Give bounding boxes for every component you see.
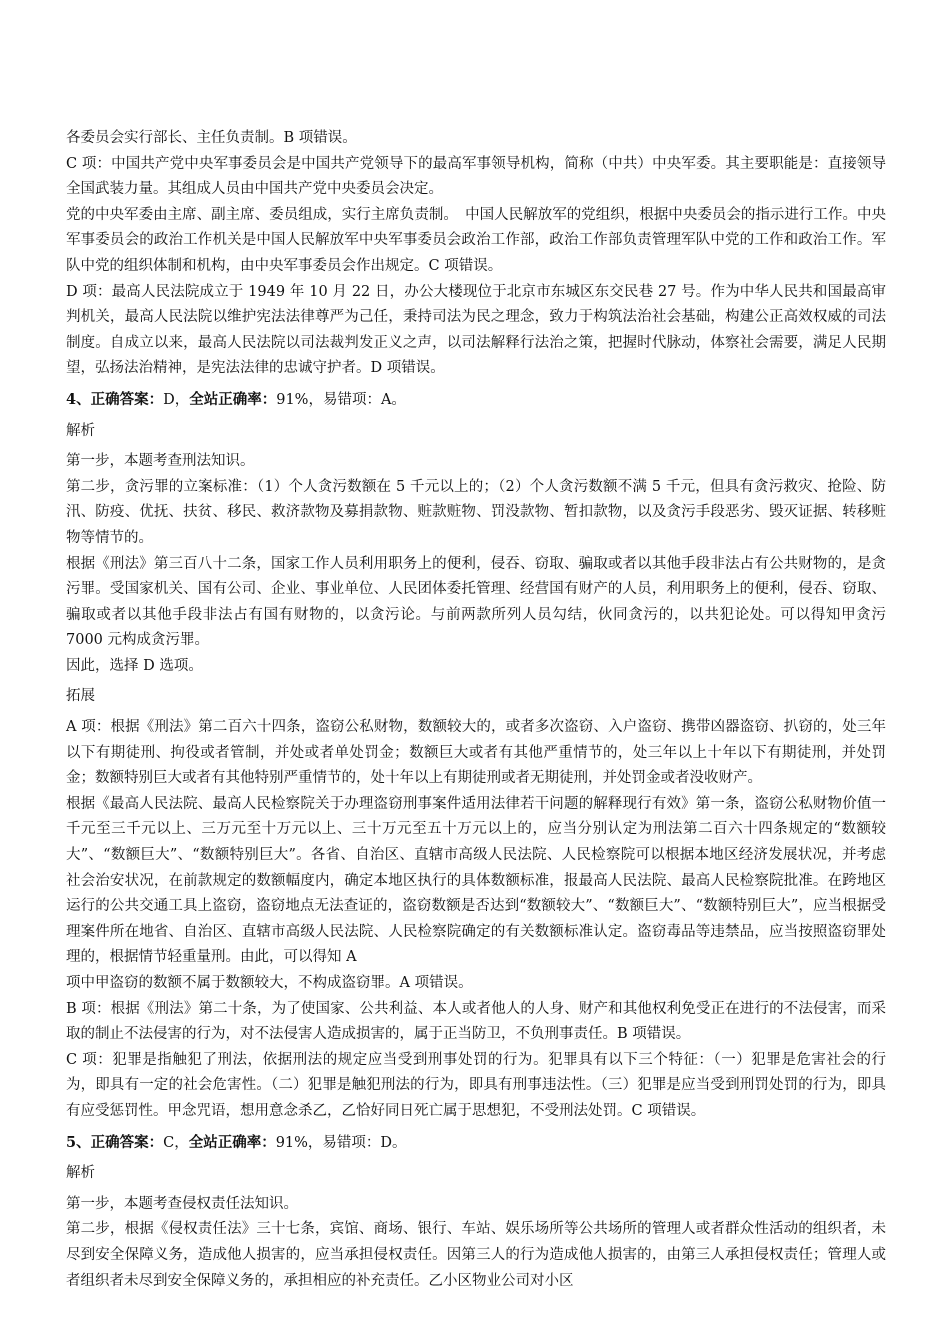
answer-label: 4、正确答案： — [66, 390, 164, 408]
answer-value: D， — [163, 391, 190, 408]
section-heading-analysis: 解析 — [66, 422, 95, 439]
rate-value: 91%，易错项：D。 — [275, 1134, 407, 1151]
paragraph: 根据《刑法》第三百八十二条，国家工作人员利用职务上的便利，侵吞、窃取、骗取或者以其他手段非法占有公共财物的，是贪污罪。受国家机关、国有公司、企业、事业单位、人民团体委托管理、经营国有财产的人员，利用职务上的便利，侵吞、窃取、骗取或者以其他手段非法占有国有财物的，以贪污论。与前两款所列人员勾结，伙同贪污的，以共犯论处。可以得知甲贪污 7000 元构成贪污罪。 — [66, 555, 886, 649]
rate-label: 全站正确率： — [189, 390, 277, 408]
paragraph: 党的中央军委由主席、副主席、委员组成，实行主席负责制。 中国人民解放军的党组织，根据中央委员会的指示进行工作。中央军事委员会的政治工作机关是中国人民解放军中央军事委员会政治工作部，政治工作部负责管理军队中党的工作和政治工作。军队中党的组织体制和机构，由中央军事委员会作出规定。C 项错误。 — [66, 206, 886, 274]
section-heading-extension: 拓展 — [66, 688, 95, 705]
paragraph: 第一步，本题考查侵权责任法知识。 — [66, 1195, 298, 1212]
answer-value: C， — [163, 1134, 189, 1151]
paragraph: A 项：根据《刑法》第二百六十四条，盗窃公私财物，数额较大的，或者多次盗窃、入户盗窃、携带凶器盗窃、扒窃的，处三年以下有期徒刑、拘役或者管制，并处或者单处罚金；数额巨大或者有其他严重情节的，处三年以上十年以下有期徒刑，并处罚金；数额特别巨大或者有其他特别严重情节的，处十年以上有期徒刑或者无期徒刑，并处罚金或者没收财产。 — [66, 719, 886, 787]
document-page — [66, 126, 886, 1294]
rate-value: 91%，易错项：A。 — [276, 391, 406, 408]
paragraph: 根据《最高人民法院、最高人民检察院关于办理盗窃刑事案件适用法律若干问题的解释现行有效》第一条，盗窃公私财物价值一千元至三千元以上、三万元至十万元以上、三十万元至五十万元以上的，应当分别认定为刑法第二百六十四条规定的“数额较大”、“数额巨大”、“数额特别巨大”。各省、自治区、直辖市高级人民法院、人民检察院可以根据本地区经济发展状况，并考虑社会治安状况，在前款规定的数额幅度内，确定本地区执行的具体数额标准，报最高人民法院、最高人民检察院批准。在跨地区运行的公共交通工具上盗窃，盗窃地点无法查证的，盗窃数额是否达到“数额较大”、“数额巨大”、“数额特别巨大”，应当根据受理案件所在地省、自治区、直辖市高级人民法院、人民检察院确定的有关数额标准认定。盗窃毒品等违禁品，应当按照盗窃罪处理的，根据情节轻重量刑。由此，可以得知 A — [66, 795, 886, 966]
section-heading-analysis: 解析 — [66, 1165, 95, 1182]
answer-line-q4 — [66, 387, 886, 414]
paragraph: 各委员会实行部长、主任负责制。B 项错误。 — [66, 130, 357, 146]
paragraph: C 项：中国共产党中央军事委员会是中国共产党领导下的最高军事领导机构，简称（中共）中央军委。其主要职能是：直接领导全国武装力量。其组成人员由中国共产党中央委员会决定。 — [66, 155, 886, 198]
paragraph: 第二步，贪污罪的立案标准：（1）个人贪污数额在 5 千元以上的；（2）个人贪污数额不满 5 千元，但具有贪污救灾、抢险、防汛、防疫、优抚、扶贫、移民、救济款物及募捐款物、赃款赃物、罚没款物、暂扣款物，以及贪污手段恶劣、毁灭证据、转移赃物等情节的。 — [66, 478, 886, 546]
paragraph: 第一步，本题考查刑法知识。 — [66, 453, 255, 470]
answer-line-q5 — [66, 1130, 886, 1157]
answer-label: 5、正确答案： — [66, 1133, 164, 1151]
paragraph: D 项：最高人民法院成立于 1949 年 10 月 22 日，办公大楼现位于北京市东城区东交民巷 27 号。作为中华人民共和国最高审判机关，最高人民法院以维护宪法法律尊严为己任，秉持司法为民之理念，致力于构筑法治社会基础，构建公正高效权威的司法制度。自成立以来，最高人民法院以司法裁判发正义之声，以司法解释行法治之策，把握时代脉动，体察社会需要，满足人民期望，弘扬法治精神，是宪法法律的忠诚守护者。D 项错误。 — [66, 283, 886, 377]
paragraph: B 项：根据《刑法》第二十条，为了使国家、公共利益、本人或者他人的人身、财产和其他权利免受正在进行的不法侵害，而采取的制止不法侵害的行为，对不法侵害人造成损害的，属于正当防卫，不负刑事责任。B 项错误。 — [66, 1000, 886, 1043]
paragraph: 因此，选择 D 选项。 — [66, 657, 203, 674]
paragraph: 第二步，根据《侵权责任法》三十七条，宾馆、商场、银行、车站、娱乐场所等公共场所的管理人或者群众性活动的组织者，未尽到安全保障义务，造成他人损害的，应当承担侵权责任。因第三人的行为造成他人损害的，由第三人承担侵权责任；管理人或者组织者未尽到安全保障义务的，承担相应的补充责任。乙小区物业公司对小区 — [66, 1221, 886, 1289]
paragraph: 项中甲盗窃的数额不属于数额较大，不构成盗窃罪。A 项错误。 — [66, 975, 473, 991]
paragraph: C 项：犯罪是指触犯了刑法，依据刑法的规定应当受到刑事处罚的行为。犯罪具有以下三个特征：（一）犯罪是危害社会的行为，即具有一定的社会危害性。（二）犯罪是触犯刑法的行为，即具有刑事违法性。（三）犯罪是应当受到刑罚处罚的行为，即具有应受惩罚性。甲念咒语，想用意念杀乙，乙恰好同日死亡属于思想犯，不受刑法处罚。C 项错误。 — [66, 1051, 886, 1119]
rate-label: 全站正确率： — [188, 1133, 276, 1151]
